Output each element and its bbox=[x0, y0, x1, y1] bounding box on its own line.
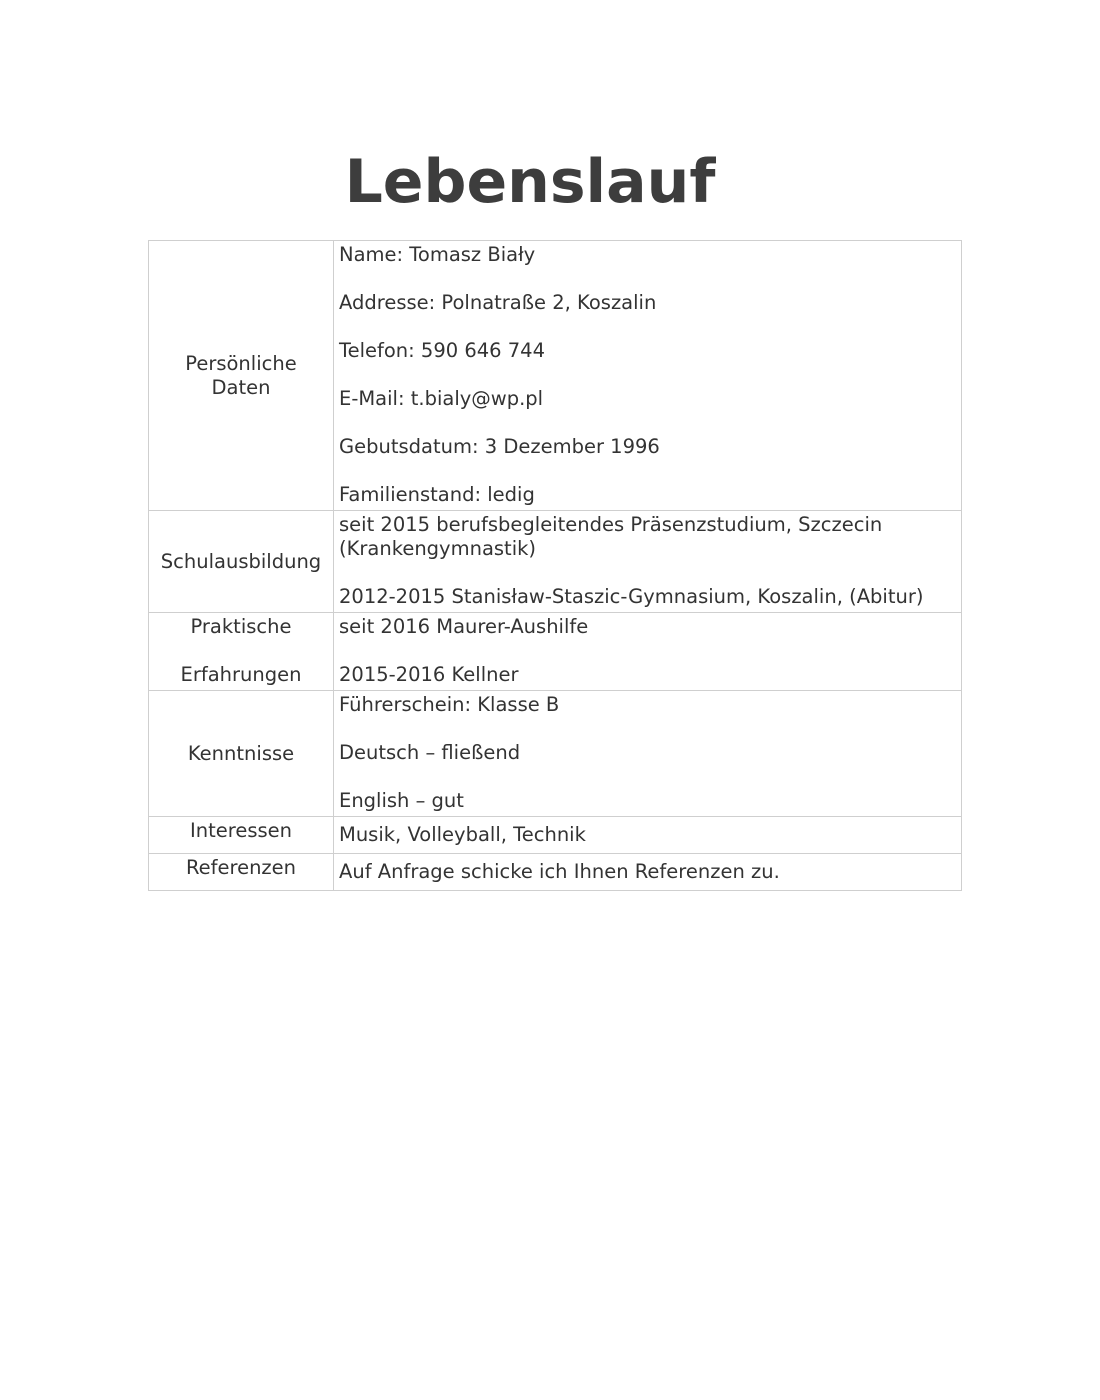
section-label-references bbox=[149, 854, 334, 891]
cv-table bbox=[148, 240, 962, 891]
section-label-text: Interessen bbox=[189, 819, 292, 842]
name-line: Name: Tomasz Biały bbox=[339, 243, 536, 266]
section-row-interests bbox=[149, 817, 962, 854]
section-label-text: Persönliche Daten bbox=[185, 351, 297, 399]
section-label-text: Schulausbildung bbox=[160, 549, 322, 573]
skill-entry: Deutsch – fließend bbox=[339, 741, 521, 764]
section-row-skills bbox=[149, 691, 962, 817]
section-row-personal-data bbox=[149, 241, 962, 511]
section-row-references bbox=[149, 854, 962, 891]
section-label-text: Praktische bbox=[190, 615, 292, 638]
section-content-experience bbox=[334, 613, 962, 691]
marital-status-line: Familienstand: ledig bbox=[339, 483, 535, 506]
section-content-references bbox=[334, 854, 962, 891]
section-label-text: Erfahrungen bbox=[180, 663, 302, 686]
section-label-text: Referenzen bbox=[185, 856, 297, 879]
phone-line: Telefon: 590 646 744 bbox=[339, 339, 545, 362]
section-label-personal-data bbox=[149, 241, 334, 511]
experience-entry: seit 2016 Maurer-Aushilfe bbox=[339, 615, 589, 638]
section-row-experience bbox=[149, 613, 962, 691]
email-line: E-Mail: t.bialy@wp.pl bbox=[339, 387, 544, 410]
education-entry: 2012-2015 Stanisław-Staszic-Gymnasium, Koszalin, (Abitur) bbox=[339, 585, 924, 608]
birthdate-line: Gebutsdatum: 3 Dezember 1996 bbox=[339, 435, 660, 458]
education-entry: seit 2015 berufsbegleitendes Präsenzstudium, Szczecin (Krankengymnastik) bbox=[339, 513, 883, 560]
skill-entry: English – gut bbox=[339, 789, 464, 812]
interests-entry: Musik, Volleyball, Technik bbox=[339, 823, 586, 846]
skill-entry: Führerschein: Klasse B bbox=[339, 693, 560, 716]
section-content-education bbox=[334, 511, 962, 613]
section-label-experience bbox=[149, 613, 334, 691]
section-content-interests bbox=[334, 817, 962, 854]
address-line: Addresse: Polnatraße 2, Koszalin bbox=[339, 291, 657, 314]
section-content-skills bbox=[334, 691, 962, 817]
section-row-education bbox=[149, 511, 962, 613]
page-title: Lebenslauf bbox=[344, 147, 716, 217]
section-label-skills bbox=[149, 691, 334, 817]
section-label-text: Kenntnisse bbox=[187, 741, 295, 765]
experience-entry: 2015-2016 Kellner bbox=[339, 663, 519, 686]
section-content-personal-data bbox=[334, 241, 962, 511]
references-entry: Auf Anfrage schicke ich Ihnen Referenzen zu. bbox=[339, 860, 780, 883]
section-label-education bbox=[149, 511, 334, 613]
section-label-interests bbox=[149, 817, 334, 854]
